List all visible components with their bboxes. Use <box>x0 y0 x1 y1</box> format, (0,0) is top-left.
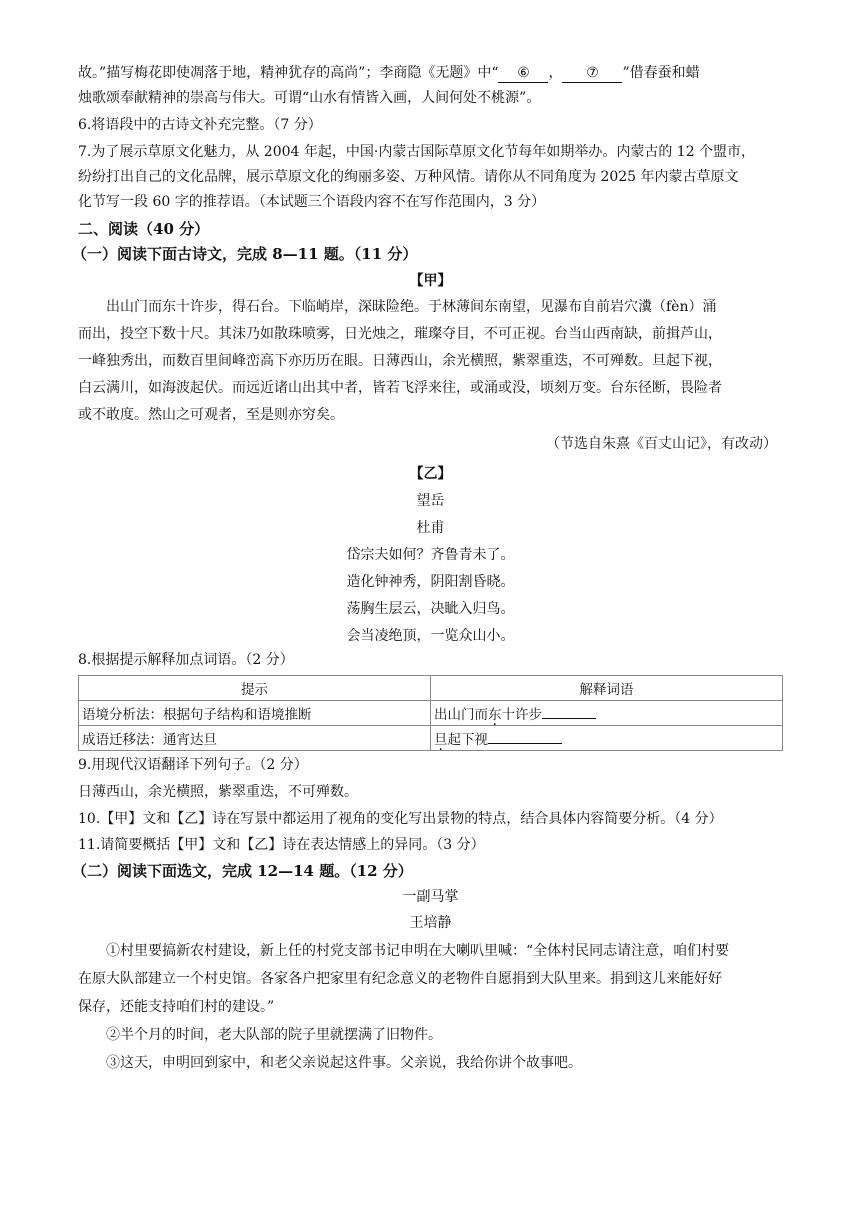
story-body <box>78 937 783 1077</box>
table-header: 解释词语 <box>431 676 783 701</box>
jia-source: （节选自朱熹《百丈山记》，有改动） <box>546 436 777 452</box>
poem-author: 杜甫 <box>416 520 445 536</box>
table-header: 提示 <box>79 676 431 701</box>
exam-page <box>72 62 783 1077</box>
yi-label: 【乙】 <box>409 466 452 482</box>
story-paragraph-cont: 在原大队部建立一个村史馆。各家各户把家里有纪念意义的老物件自愿捐到大队里来。捐到这儿来能好好 <box>78 971 722 987</box>
question-7-line-1: 7.为了展示草原文化魅力，从 2004 年起，中国·内蒙古国际草原文化节每年如期举办。内蒙古的 12 个盟市， <box>78 144 756 160</box>
story-author: 王培静 <box>409 915 452 931</box>
question-7-line-3: 化节写一段 60 字的推荐语。（本试题三个语段内容不在写作范围内，3 分） <box>78 194 546 210</box>
question-9: 9.用现代汉语翻译下列句子。（2 分） <box>78 757 308 773</box>
blank-7[interactable]: ⑦ <box>562 64 622 83</box>
story-paragraph: ②半个月的时间，老大队部的院子里就摆满了旧物件。 <box>106 1027 442 1043</box>
question-6: 6.将语段中的古诗文补充完整。（7 分） <box>78 117 322 133</box>
jia-label: 【甲】 <box>409 273 452 289</box>
table-cell-word: 旦起下视 <box>431 726 783 751</box>
story-paragraph: ③这天，申明回到家中，和老父亲说起这件事。父亲说，我给你讲个故事吧。 <box>106 1055 582 1071</box>
question-8: 8.根据提示解释加点词语。（2 分） <box>78 652 294 668</box>
table-cell-hint: 语境分析法：根据句子结构和语境推断 <box>79 701 431 726</box>
table-header-row <box>79 676 783 701</box>
intro-line-2: 烛歌颂奉献精神的崇高与伟大。可谓“山水有情皆入画，人间何处不桃源”。 <box>78 90 541 106</box>
story-paragraph-cont: 保存，还能支持咱们村的建设。” <box>78 999 275 1015</box>
poem-line: 岱宗夫如何？齐鲁青未了。 <box>346 547 515 563</box>
question-7-line-2: 纷纷打出自己的文化品牌，展示草原文化的绚丽多姿、万种风情。请你从不同角度为 2025 年内蒙古草原文 <box>78 169 739 185</box>
table-row <box>79 701 783 726</box>
section-heading-reading: 二、阅读（40 分） <box>78 220 210 238</box>
poem-line: 会当凌绝顶，一览众山小。 <box>346 628 515 644</box>
story-title: 一副马掌 <box>402 889 459 905</box>
intro-line-1: 故。”描写梅花即使凋落于地，精神犹存的高尚”；李商隐《无题》中“ ⑥ ， ⑦ ”借春蚕和蜡 <box>78 65 700 81</box>
poem-line: 造化钟神秀，阴阳割昏晓。 <box>346 574 515 590</box>
dotted-char: 旦 <box>434 732 448 748</box>
poem-line: 荡胸生层云，决眦入归鸟。 <box>346 601 515 617</box>
answer-blank[interactable] <box>488 729 562 744</box>
poem-title: 望岳 <box>416 493 445 509</box>
question-11: 11.请简要概括【甲】文和【乙】诗在表达情感上的异同。（3 分） <box>78 837 485 853</box>
question-9-sentence: 日薄西山，余光横照，紫翠重迭，不可殚数。 <box>78 784 358 800</box>
poem-block <box>78 488 783 650</box>
answer-blank[interactable] <box>542 704 596 719</box>
dotted-char: 东 <box>488 707 502 723</box>
jia-passage: 出山门而东十许步，得石台。下临峭岸，深昧险绝。于林薄间东南望，见瀑布自前岩穴瀵（fèn）涌 而出，投空下数十尺。其沫乃如散珠喷雾，日光烛之，璀璨夺目，不可正视。台当山西南缺，前揖芦山， 一峰独秀出，而数百里间峰峦高下亦历历在眼。日薄西山，余光横照，紫翠重迭，不可殚数。旦起下视， 白云满川，如海波起伏。而远近诸山出其中者，皆若飞浮来往，或涌或没，顷刻万变。台东径断，畏险者 或不敢度。然山之可观者，至是则亦穷矣。 <box>78 299 722 423</box>
question-10: 10.【甲】文和【乙】诗在写景中都运用了视角的变化写出景物的特点，结合具体内容简要分析。（4 分） <box>78 811 723 827</box>
table-cell-word: 出山门而东十许步 <box>431 701 783 726</box>
table-row <box>79 726 783 751</box>
blank-6[interactable]: ⑥ <box>498 64 548 83</box>
hint-table <box>78 675 783 751</box>
story-paragraph: ①村里要搞新农村建设，新上任的村党支部书记申明在大喇叭里喊：“全体村民同志请注意，咱们村要 <box>106 943 730 959</box>
part-1-heading: （一）阅读下面古诗文，完成 8—11 题。（11 分） <box>72 245 418 263</box>
part-2-heading: （二）阅读下面选文，完成 12—14 题。（12 分） <box>72 862 413 880</box>
table-cell-hint: 成语迁移法：通宵达旦 <box>79 726 431 751</box>
